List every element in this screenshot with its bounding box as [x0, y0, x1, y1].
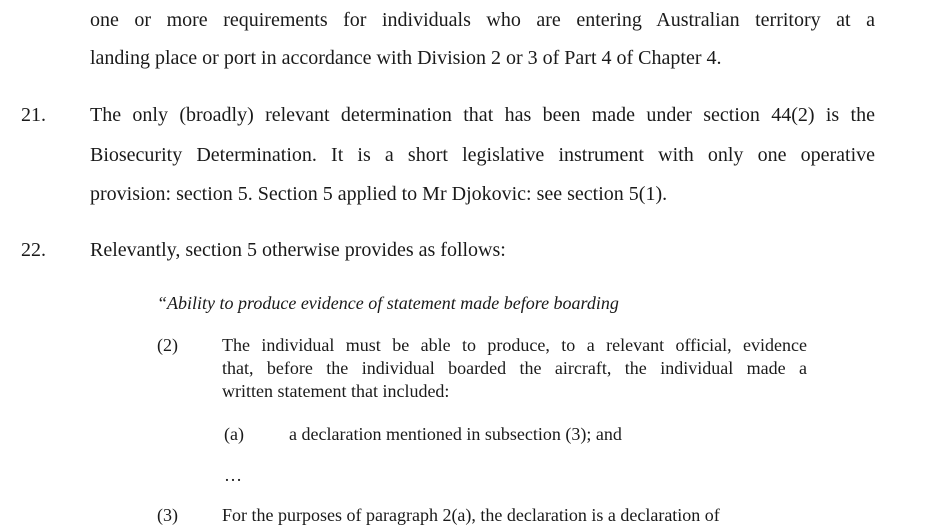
- item-text: a declaration mentioned in subsection (3); and: [289, 424, 622, 444]
- subsection-line: The individual must be able to produce, to a relevant official, evidence: [222, 335, 807, 355]
- paragraph-line: provision: section 5. Section 5 applied to Mr Djokovic: see section 5(1).: [90, 183, 668, 205]
- paragraph-number: 22.: [21, 239, 46, 261]
- ellipsis: …: [224, 465, 242, 485]
- subsection-line: For the purposes of paragraph 2(a), the declaration is a declaration of: [222, 505, 720, 525]
- subsection-number: (3): [157, 505, 178, 525]
- subsection-line: written statement that included:: [222, 381, 450, 401]
- intro-line: landing place or port in accordance with Division 2 or 3 of Part 4 of Chapter 4.: [90, 47, 722, 69]
- subsection-number: (2): [157, 335, 178, 355]
- item-label: (a): [224, 424, 244, 444]
- paragraph-line: The only (broadly) relevant determination that has been made under section 44(2) is the: [90, 104, 875, 126]
- quotation-heading: “Ability to produce evidence of statement made before boarding: [157, 293, 619, 313]
- paragraph-line: Biosecurity Determination. It is a short legislative instrument with only one operative: [90, 144, 875, 166]
- intro-line: one or more requirements for individuals who are entering Australian territory at a: [90, 9, 875, 31]
- paragraph-number: 21.: [21, 104, 46, 126]
- subsection-line: that, before the individual boarded the aircraft, the individual made a: [222, 358, 807, 378]
- paragraph-line: Relevantly, section 5 otherwise provides as follows:: [90, 239, 506, 261]
